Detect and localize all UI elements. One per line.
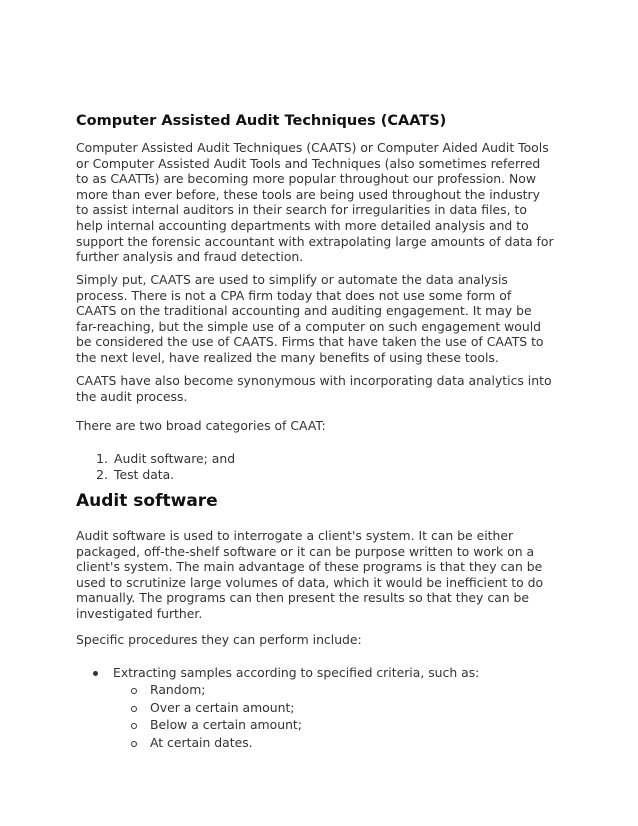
paragraph-line: the audit process. (76, 388, 188, 404)
paragraph-intro (76, 140, 566, 265)
paragraph-line: far-reaching, but the simple use of a computer on such engagement would (76, 318, 541, 334)
circle-bullet-icon (131, 688, 137, 694)
paragraph-categories-intro (76, 418, 566, 434)
circle-bullet-icon (131, 741, 137, 747)
paragraph-line: client's system. The main advantage of these programs is that they can be (76, 559, 543, 575)
list-number: 2. (96, 467, 108, 482)
page-title: Computer Assisted Audit Techniques (CAATS) (76, 113, 447, 129)
paragraph-line: investigated further. (76, 605, 203, 621)
paragraph-audit-software (76, 528, 566, 622)
paragraph-line: packaged, off-the-shelf software or it can be purpose written to work on a (76, 543, 535, 559)
list-number: 1. (96, 451, 108, 466)
list-item (76, 467, 235, 483)
paragraph-simply-put (76, 272, 566, 366)
paragraph-line: help internal accounting departments with more detailed analysis and to (76, 217, 529, 233)
sub-list-item (76, 699, 479, 717)
paragraph-line: to as CAATTs) are becoming more popular throughout our profession. Now (76, 171, 537, 187)
paragraph-line: the next level, have realized the many benefits of using these tools. (76, 349, 499, 365)
sub-list-item-text: Over a certain amount; (150, 699, 295, 715)
circle-bullet-icon (131, 706, 137, 712)
paragraph-line: more than ever before, these tools are being used throughout the industry (76, 186, 540, 202)
circle-bullet-icon (131, 723, 137, 729)
paragraph-line: support the forensic accountant with extrapolating large amounts of data for (76, 233, 554, 249)
paragraph-line: to assist internal auditors in their search for irregularities in data files, to (76, 202, 527, 218)
paragraph-line: Computer Assisted Audit Techniques (CAATS) or Computer Aided Audit Tools (76, 140, 549, 155)
sub-list-item-text: Random; (150, 682, 206, 697)
paragraph-line: manually. The programs can then present the results so that they can be (76, 590, 530, 606)
list-item-text: Audit software; and (114, 451, 236, 466)
sub-list-item (76, 716, 479, 734)
section-heading-audit-software: Audit software (76, 491, 218, 511)
bullet-icon (93, 671, 98, 676)
paragraph-synonymous (76, 373, 566, 404)
procedures-list (76, 665, 479, 751)
sub-list-item-text: Below a certain amount; (150, 717, 302, 732)
paragraph-line: Simply put, CAATS are used to simplify or automate the data analysis (76, 272, 508, 287)
sub-list-item (76, 681, 479, 699)
paragraph-line: CAATS have also become synonymous with incorporating data analytics into (76, 373, 552, 388)
paragraph-line: or Computer Assisted Audit Tools and Techniques (also sometimes referred (76, 155, 541, 171)
paragraph-line: used to scrutinize large volumes of data, which it would be inefficient to do (76, 574, 544, 590)
list-item (76, 665, 479, 681)
sub-list-item-text: At certain dates. (150, 734, 253, 750)
paragraph-line: be considered the use of CAATS. Firms that have taken the use of CAATS to (76, 334, 544, 350)
paragraph-line: process. There is not a CPA firm today that does not use some form of (76, 287, 512, 303)
paragraph-line: Audit software is used to interrogate a client's system. It can be either (76, 528, 514, 543)
list-item-text: Test data. (114, 467, 175, 482)
sub-list-item (76, 734, 479, 752)
paragraph-line: There are two broad categories of CAAT: (76, 418, 326, 433)
list-item (76, 451, 235, 467)
paragraph-procedures-intro (76, 632, 566, 648)
list-item-text: Extracting samples according to specified criteria, such as: (113, 665, 480, 680)
categories-list (76, 451, 235, 483)
paragraph-line: further analysis and fraud detection. (76, 249, 304, 265)
paragraph-line: Specific procedures they can perform include: (76, 632, 362, 647)
paragraph-line: CAATS on the traditional accounting and auditing engagement. It may be (76, 303, 532, 319)
